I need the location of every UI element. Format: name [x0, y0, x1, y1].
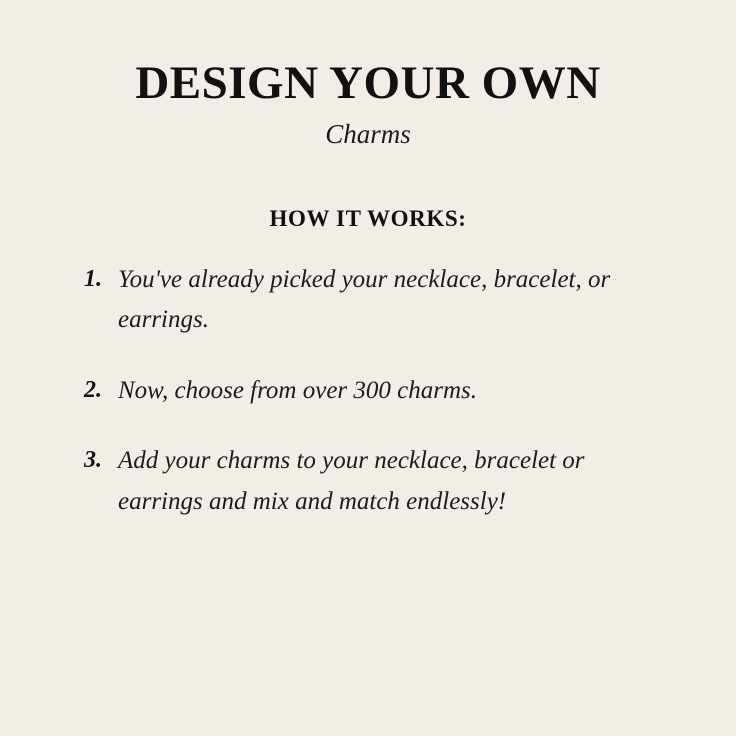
- how-it-works-heading: HOW IT WORKS:: [269, 205, 467, 231]
- list-item: [84, 371, 652, 412]
- step-text: Add your charms to your necklace, bracelet or earrings and mix and match endlessly!: [118, 447, 585, 515]
- step-text: Now, choose from over 300 charms.: [118, 376, 477, 404]
- page-subtitle: Charms: [325, 118, 411, 149]
- steps-list: [56, 260, 680, 523]
- step-text: You've already picked your necklace, bracelet, or earrings.: [118, 265, 611, 334]
- step-number: 3.: [84, 447, 102, 474]
- page-title: DESIGN YOUR OWN: [135, 57, 601, 109]
- step-number: 2.: [84, 376, 102, 403]
- list-item: [84, 260, 652, 341]
- list-item: [84, 441, 652, 522]
- step-number: 1.: [84, 265, 102, 292]
